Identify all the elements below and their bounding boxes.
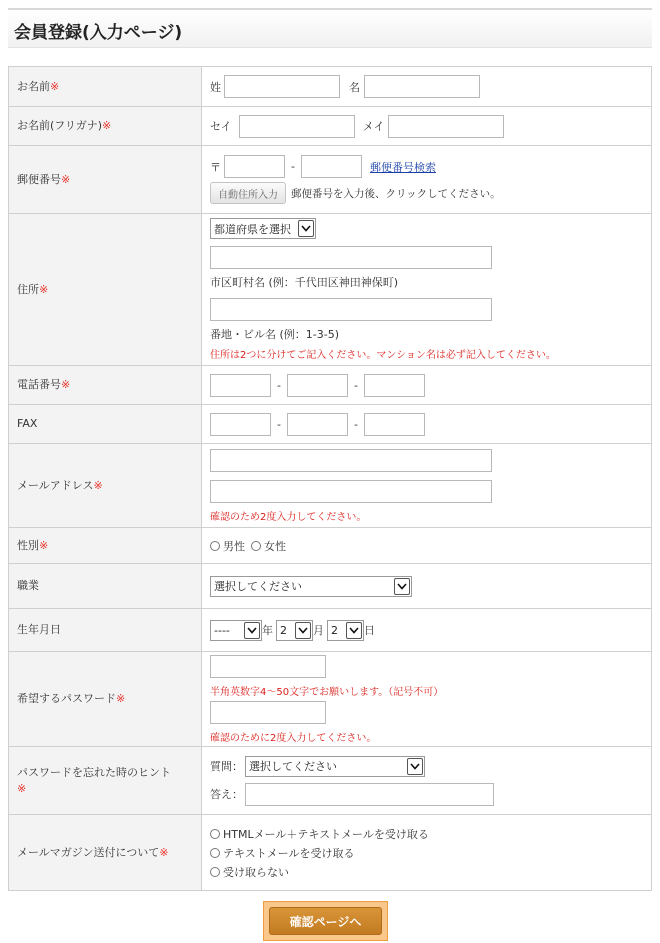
password-confirm-input[interactable] (210, 701, 326, 724)
row-birth (9, 609, 652, 652)
gender-female-label: 女性 (264, 539, 286, 553)
fax-dash: - (277, 417, 281, 431)
birth-day-select[interactable] (327, 620, 364, 641)
label-address (9, 214, 202, 366)
auto-address-button[interactable]: 自動住所入力 (210, 182, 286, 204)
chevron-down-icon (244, 622, 260, 639)
gender-male-radio[interactable] (210, 541, 220, 551)
street-hint: 番地・ビル名 (例：1-3-5) (210, 328, 340, 341)
first-name-kana-input[interactable] (388, 115, 504, 138)
fax2-input[interactable] (287, 413, 348, 436)
day-unit: 日 (364, 624, 375, 637)
gender-female-radio[interactable] (251, 541, 261, 551)
page-title: 会員登録(入力ページ) (14, 23, 183, 43)
password-input[interactable] (210, 655, 326, 678)
chevron-down-icon (346, 622, 362, 639)
question-select-value: 選択してください (249, 760, 337, 773)
label-email (9, 444, 202, 528)
sei-kana-label: セイ (210, 120, 232, 133)
email-note: 確認のため2度入力してください。 (210, 511, 367, 523)
row-name (9, 67, 652, 107)
answer-label: 答え： (210, 788, 243, 801)
row-mailmag (9, 815, 652, 891)
row-hint (9, 747, 652, 815)
address-note: 住所は2つに分けてご記入ください。マンション名は必ず記入してください。 (210, 350, 556, 361)
required-mark: ※ (159, 845, 169, 859)
prefecture-select[interactable] (210, 218, 316, 239)
month-unit: 月 (313, 624, 324, 637)
row-address (9, 214, 652, 366)
row-tel (9, 366, 652, 405)
email-input[interactable] (210, 449, 492, 472)
zip-prefix: 〒 (210, 160, 221, 174)
chevron-down-icon (298, 220, 314, 237)
sei-label: 姓 (210, 80, 221, 94)
email-confirm-input[interactable] (210, 480, 492, 503)
label-fax: FAX (9, 405, 202, 444)
answer-input[interactable] (245, 783, 494, 806)
mei-label: 名 (349, 80, 360, 94)
row-email (9, 444, 652, 528)
fax3-input[interactable] (364, 413, 425, 436)
tel-dash: - (353, 378, 358, 392)
prefecture-select-value: 都道府県を選択 (214, 222, 291, 236)
label-text: 性別 (17, 538, 39, 552)
row-fax (9, 405, 652, 444)
zip2-input[interactable] (301, 155, 362, 178)
submit-focus-ring (263, 901, 388, 941)
chevron-down-icon (295, 622, 311, 639)
last-name-kana-input[interactable] (239, 115, 355, 138)
last-name-input[interactable] (224, 75, 340, 98)
mailmag-html-radio[interactable] (210, 829, 220, 839)
label-text: 電話番号 (17, 378, 61, 391)
question-select[interactable] (245, 756, 425, 777)
birth-month-value: 2 (280, 623, 287, 637)
label-hint (9, 747, 202, 815)
required-mark: ※ (61, 378, 71, 391)
job-select-value: 選択してください (214, 580, 302, 593)
mailmag-text-radio[interactable] (210, 848, 220, 858)
required-mark: ※ (39, 282, 49, 296)
gender-male-label: 男性 (223, 539, 245, 553)
page-header (8, 8, 652, 48)
row-gender (9, 528, 652, 564)
zip-dash: - (291, 160, 295, 173)
tel3-input[interactable] (364, 374, 425, 397)
question-label: 質問： (210, 760, 243, 773)
birth-month-select[interactable] (276, 620, 313, 641)
label-job: 職業 (9, 564, 202, 609)
label-kana (9, 107, 202, 146)
required-mark: ※ (116, 692, 126, 705)
city-input[interactable] (210, 246, 492, 269)
chevron-down-icon (407, 758, 423, 775)
label-birth: 生年月日 (9, 609, 202, 652)
mailmag-none-label: 受け取らない (223, 865, 289, 879)
label-zip (9, 146, 202, 214)
label-text: お名前 (17, 79, 50, 93)
row-job (9, 564, 652, 609)
label-text: 郵便番号 (17, 172, 61, 186)
birth-year-value: ---- (214, 623, 230, 637)
label-name (9, 67, 202, 107)
chevron-down-icon (394, 578, 410, 595)
required-mark: ※ (61, 172, 71, 186)
mei-kana-label: メイ (362, 120, 385, 133)
password-note: 半角英数字4～50文字でお願いします。（記号不可） (210, 686, 444, 698)
row-password (9, 652, 652, 747)
mailmag-text-label: テキストメールを受け取る (223, 846, 355, 860)
required-mark: ※ (50, 79, 60, 93)
zip-search-link[interactable]: 郵便番号検索 (369, 160, 436, 174)
zip-hint: 郵便番号を入力後、クリックしてください。 (291, 187, 501, 200)
mailmag-html-label: HTMLメール＋テキストメールを受け取る (223, 827, 429, 841)
label-text: パスワードを忘れた時のヒント (17, 765, 171, 779)
required-mark: ※ (102, 119, 112, 132)
birth-year-select[interactable] (210, 620, 262, 641)
confirm-button[interactable]: 確認ページへ (269, 907, 382, 935)
required-mark: ※ (93, 478, 103, 492)
street-input[interactable] (210, 298, 492, 321)
fax1-input[interactable] (210, 413, 271, 436)
required-mark: ※ (17, 781, 27, 795)
label-mailmag (9, 815, 202, 891)
label-text: 希望するパスワード (17, 692, 116, 705)
zip1-input[interactable] (224, 155, 285, 178)
job-select[interactable] (210, 576, 412, 597)
fax-dash: - (353, 417, 358, 431)
required-mark: ※ (39, 538, 49, 552)
row-zip (9, 146, 652, 214)
year-unit: 年 (262, 624, 273, 637)
city-hint: 市区町村名 (例：千代田区神田神保町) (210, 276, 399, 289)
tel2-input[interactable] (287, 374, 348, 397)
first-name-input[interactable] (364, 75, 480, 98)
tel-dash: - (277, 378, 281, 392)
row-kana (9, 107, 652, 146)
registration-form (8, 66, 652, 891)
mailmag-none-radio[interactable] (210, 867, 220, 877)
label-tel (9, 366, 202, 405)
label-gender (9, 528, 202, 564)
tel1-input[interactable] (210, 374, 271, 397)
label-text: 住所 (17, 282, 39, 296)
label-text: メールマガジン送付について (17, 845, 160, 859)
label-password (9, 652, 202, 747)
password-confirm-note: 確認のために2度入力してください。 (210, 732, 377, 744)
birth-day-value: 2 (331, 623, 338, 637)
label-text: メールアドレス (17, 478, 94, 492)
label-text: お名前(フリガナ) (17, 119, 103, 132)
